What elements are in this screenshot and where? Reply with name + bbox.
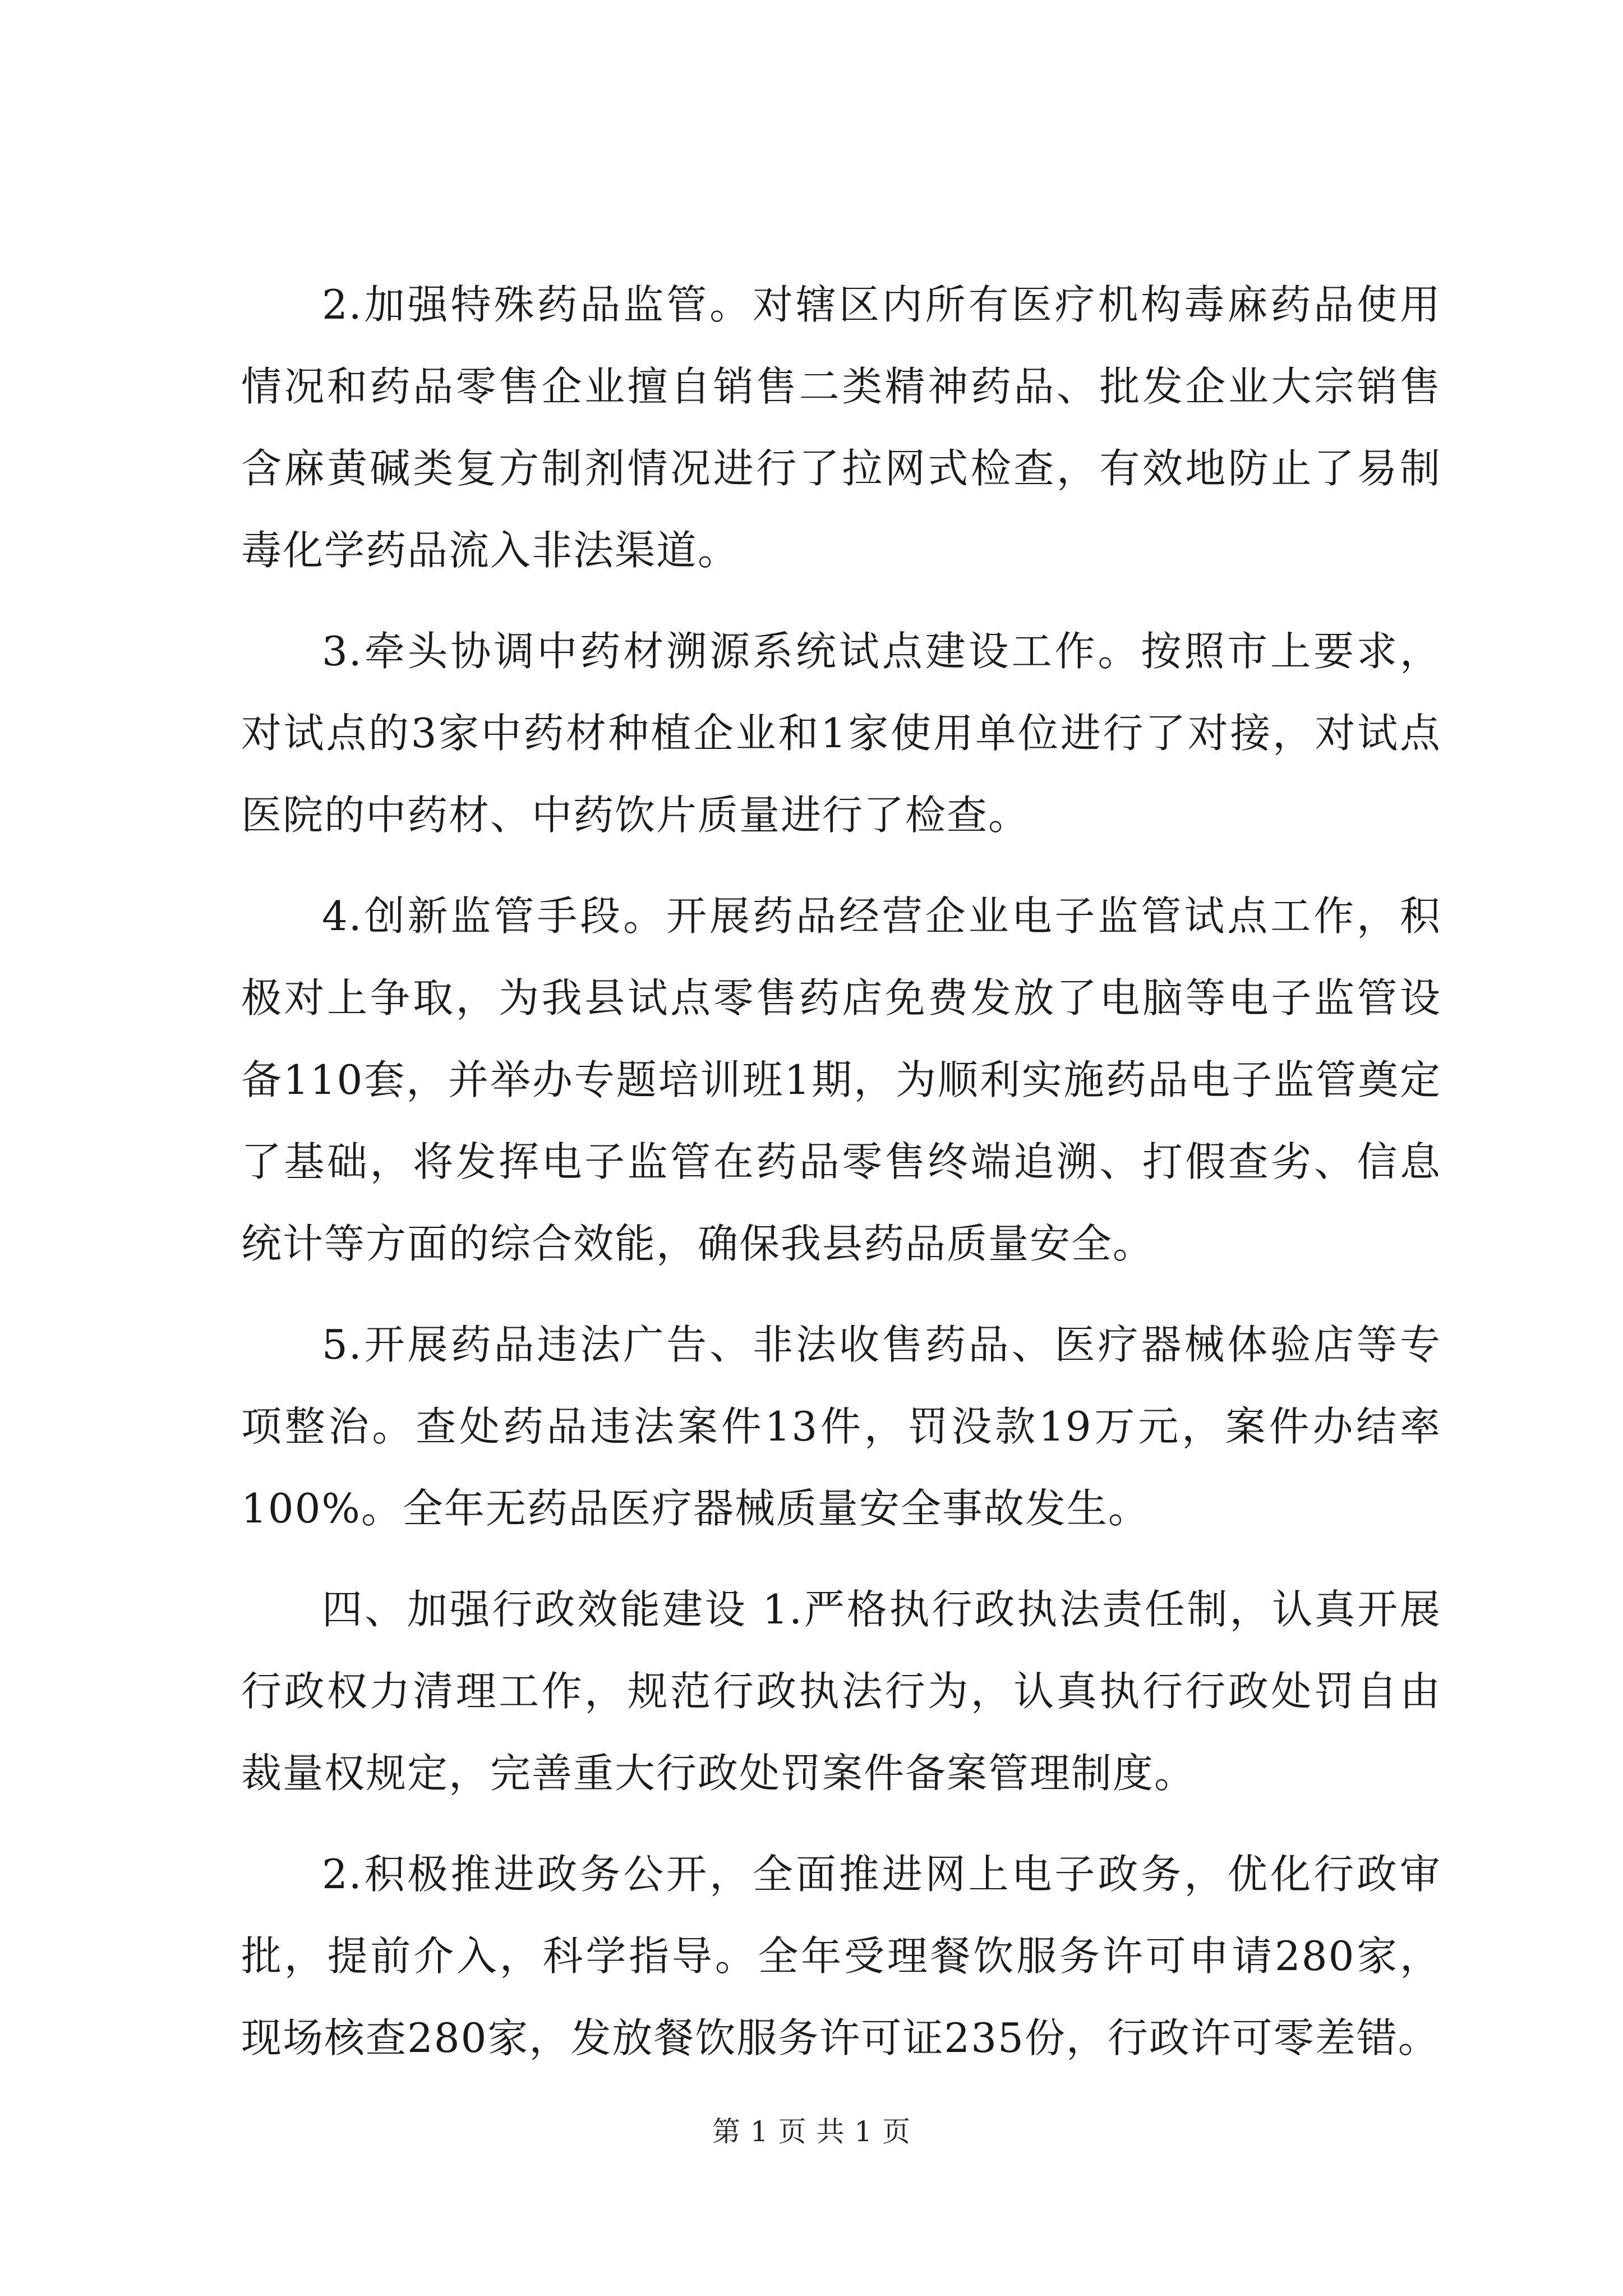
paragraph-special-drug-supervision: 2.加强特殊药品监管。对辖区内所有医疗机构毒麻药品使用情况和药品零售企业擅自销售二类精神药品、批发企业大宗销售含麻黄碱类复方制剂情况进行了拉网式检查，有效地防止了易制毒化学药品流入非法渠道。 [241,281,1441,574]
document-body [241,264,1441,2098]
page-footer: 第 1 页 共 1 页 [712,2115,911,2148]
paragraph-administrative-efficiency: 四、加强行政效能建设 1.严格执行政执法责任制，认真开展行政权力清理工作，规范行政执法行为，认真执行行政处罚自由裁量权规定，完善重大行政处罚案件备案管理制度。 [241,1586,1441,1797]
paragraph-innovative-supervision: 4.创新监管手段。开展药品经营企业电子监管试点工作，积极对上争取，为我县试点零售药店免费发放了电脑等电子监管设备110套，并举办专题培训班1期，为顺利实施药品电子监管奠定了基础，将发挥电子监管在药品零售终端追溯、打假查劣、信息统计等方面的综合效能，确保我县药品质量安全。 [241,892,1441,1267]
paragraph-herbal-traceability: 3.牵头协调中药材溯源系统试点建设工作。按照市上要求，对试点的3家中药材种植企业和1家使用单位进行了对接，对试点医院的中药材、中药饮片质量进行了检查。 [241,628,1441,839]
paragraph-government-affairs-openness: 2.积极推进政务公开，全面推进网上电子政务，优化行政审批，提前介入，科学指导。全年受理餐饮服务许可申请280家，现场核查280家，发放餐饮服务许可证235份，行政许可零差错。 [241,1851,1441,2062]
paragraph-special-rectification: 5.开展药品违法广告、非法收售药品、医疗器械体验店等专项整治。查处药品违法案件13件，罚没款19万元，案件办结率100%。全年无药品医疗器械质量安全事故发生。 [241,1321,1441,1532]
